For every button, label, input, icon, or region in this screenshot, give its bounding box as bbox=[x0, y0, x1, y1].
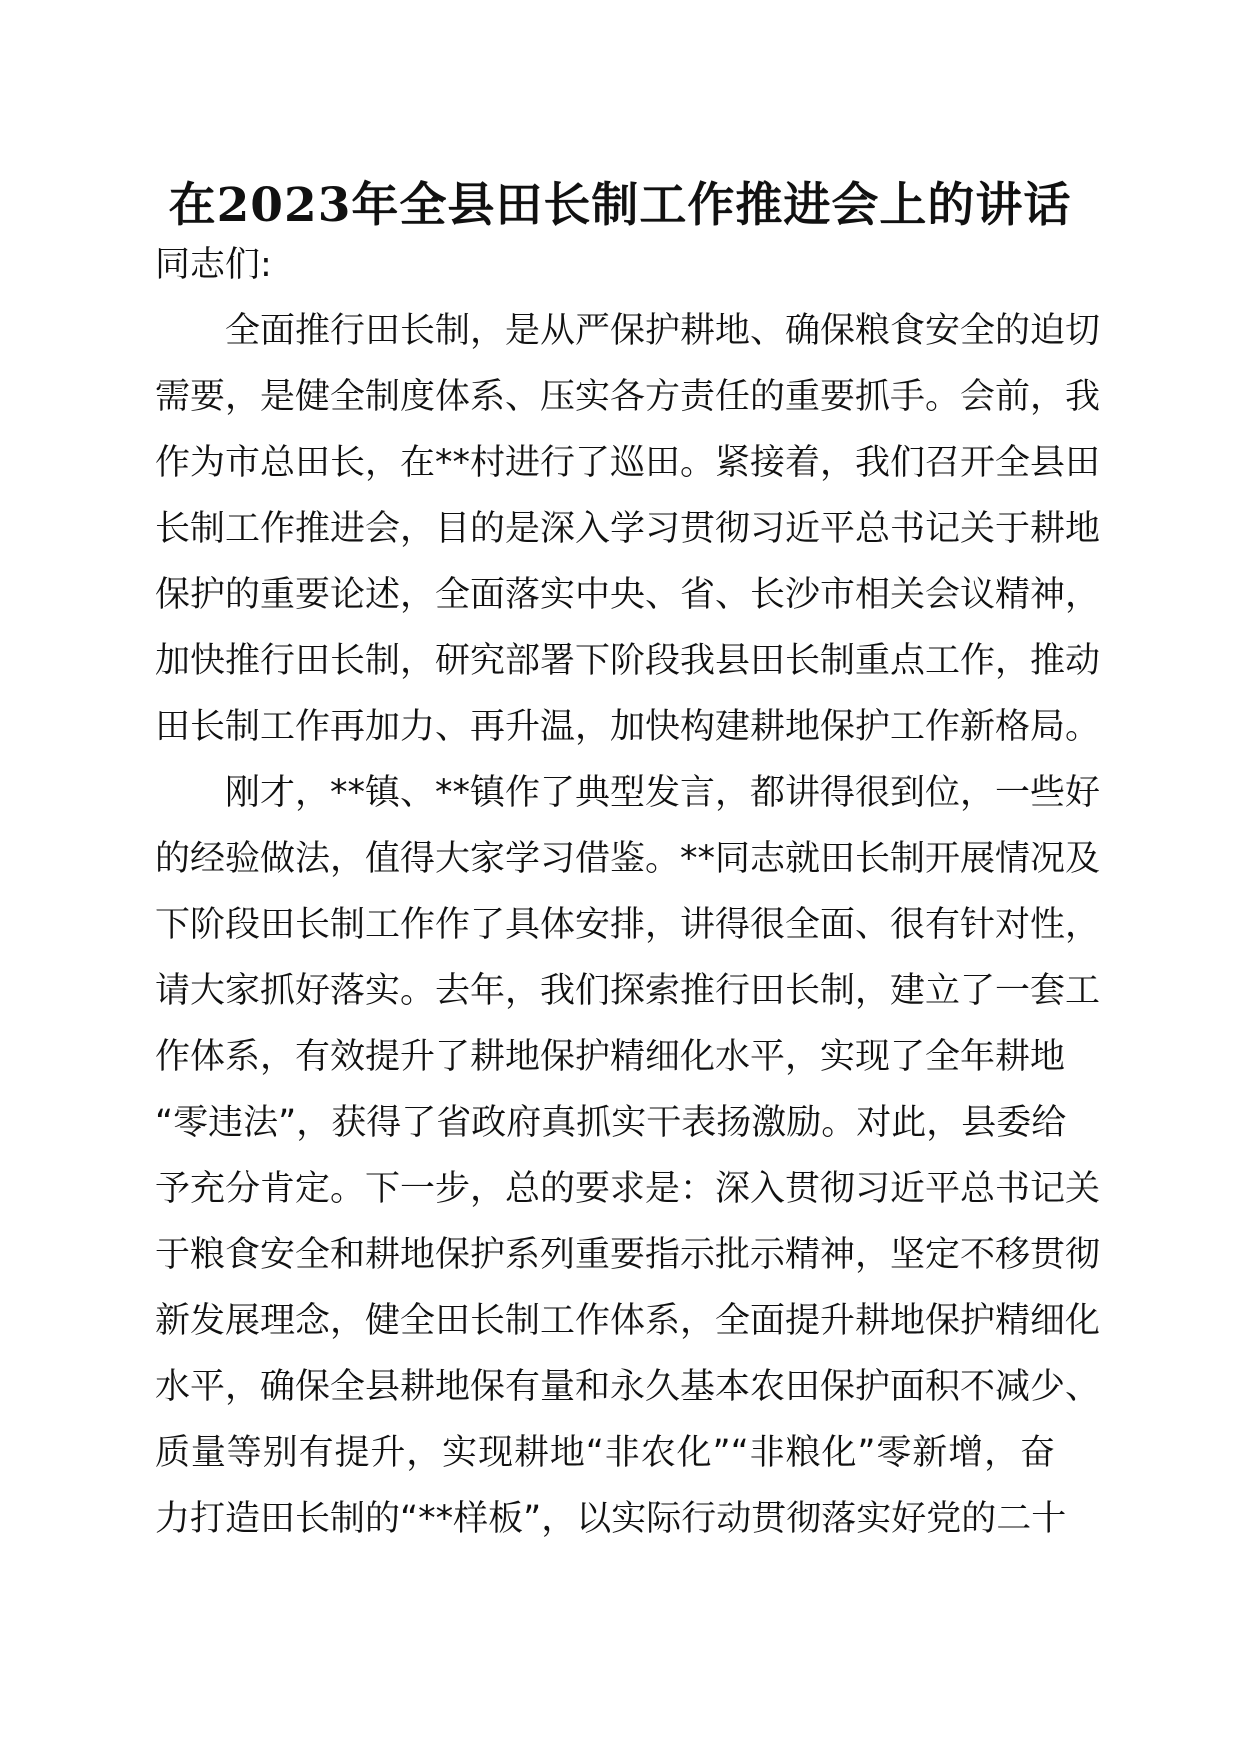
paragraph-line: 予充分肯定。下一步，总的要求是：深入贯彻习近平总书记关 bbox=[155, 1169, 1101, 1209]
paragraph-line: 水平，确保全县耕地保有量和永久基本农田保护面积不减少、 bbox=[155, 1367, 1101, 1407]
paragraph-1 bbox=[155, 298, 1101, 760]
paragraph-line: 力打造田长制的“**样板”，以实际行动贯彻落实好党的二十 bbox=[155, 1499, 1067, 1539]
paragraph-line: 保护的重要论述，全面落实中央、省、长沙市相关会议精神， bbox=[155, 575, 1101, 615]
speech-body bbox=[155, 232, 1101, 1552]
paragraph-line: 质量等别有提升，实现耕地“非农化”“非粮化”零新增，奋 bbox=[155, 1433, 1055, 1473]
paragraph-line: 的经验做法，值得大家学习借鉴。**同志就田长制开展情况及 bbox=[155, 839, 1101, 879]
paragraph-line: 请大家抓好落实。去年，我们探索推行田长制，建立了一套工 bbox=[155, 971, 1101, 1011]
paragraph-line: 田长制工作再加力、再升温，加快构建耕地保护工作新格局。 bbox=[155, 707, 1101, 747]
paragraph-line: 新发展理念，健全田长制工作体系，全面提升耕地保护精细化 bbox=[155, 1301, 1101, 1341]
paragraph-line: 作体系，有效提升了耕地保护精细化水平，实现了全年耕地 bbox=[155, 1037, 1066, 1077]
paragraph-line: 下阶段田长制工作作了具体安排，讲得很全面、很有针对性， bbox=[155, 905, 1101, 945]
paragraph-2 bbox=[155, 760, 1101, 1552]
paragraph-line: 刚才，**镇、**镇作了典型发言，都讲得很到位，一些好 bbox=[225, 773, 1101, 813]
paragraph-line: 全面推行田长制，是从严保护耕地、确保粮食安全的迫切 bbox=[225, 311, 1101, 351]
paragraph-line: “零违法”，获得了省政府真抓实干表扬激励。对此，县委给 bbox=[155, 1103, 1067, 1143]
page-title: 在2023年全县田长制工作推进会上的讲话 bbox=[168, 178, 1072, 233]
paragraph-line: 加快推行田长制，研究部署下阶段我县田长制重点工作，推动 bbox=[155, 641, 1101, 681]
paragraph-line: 作为市总田长，在**村进行了巡田。紧接着，我们召开全县田 bbox=[155, 443, 1101, 483]
paragraph-line: 于粮食安全和耕地保护系列重要指示批示精神，坚定不移贯彻 bbox=[155, 1235, 1101, 1275]
paragraph-line: 需要，是健全制度体系、压实各方责任的重要抓手。会前，我 bbox=[155, 377, 1101, 417]
salutation: 同志们: bbox=[155, 245, 272, 285]
paragraph-line: 长制工作推进会，目的是深入学习贯彻习近平总书记关于耕地 bbox=[155, 509, 1101, 549]
